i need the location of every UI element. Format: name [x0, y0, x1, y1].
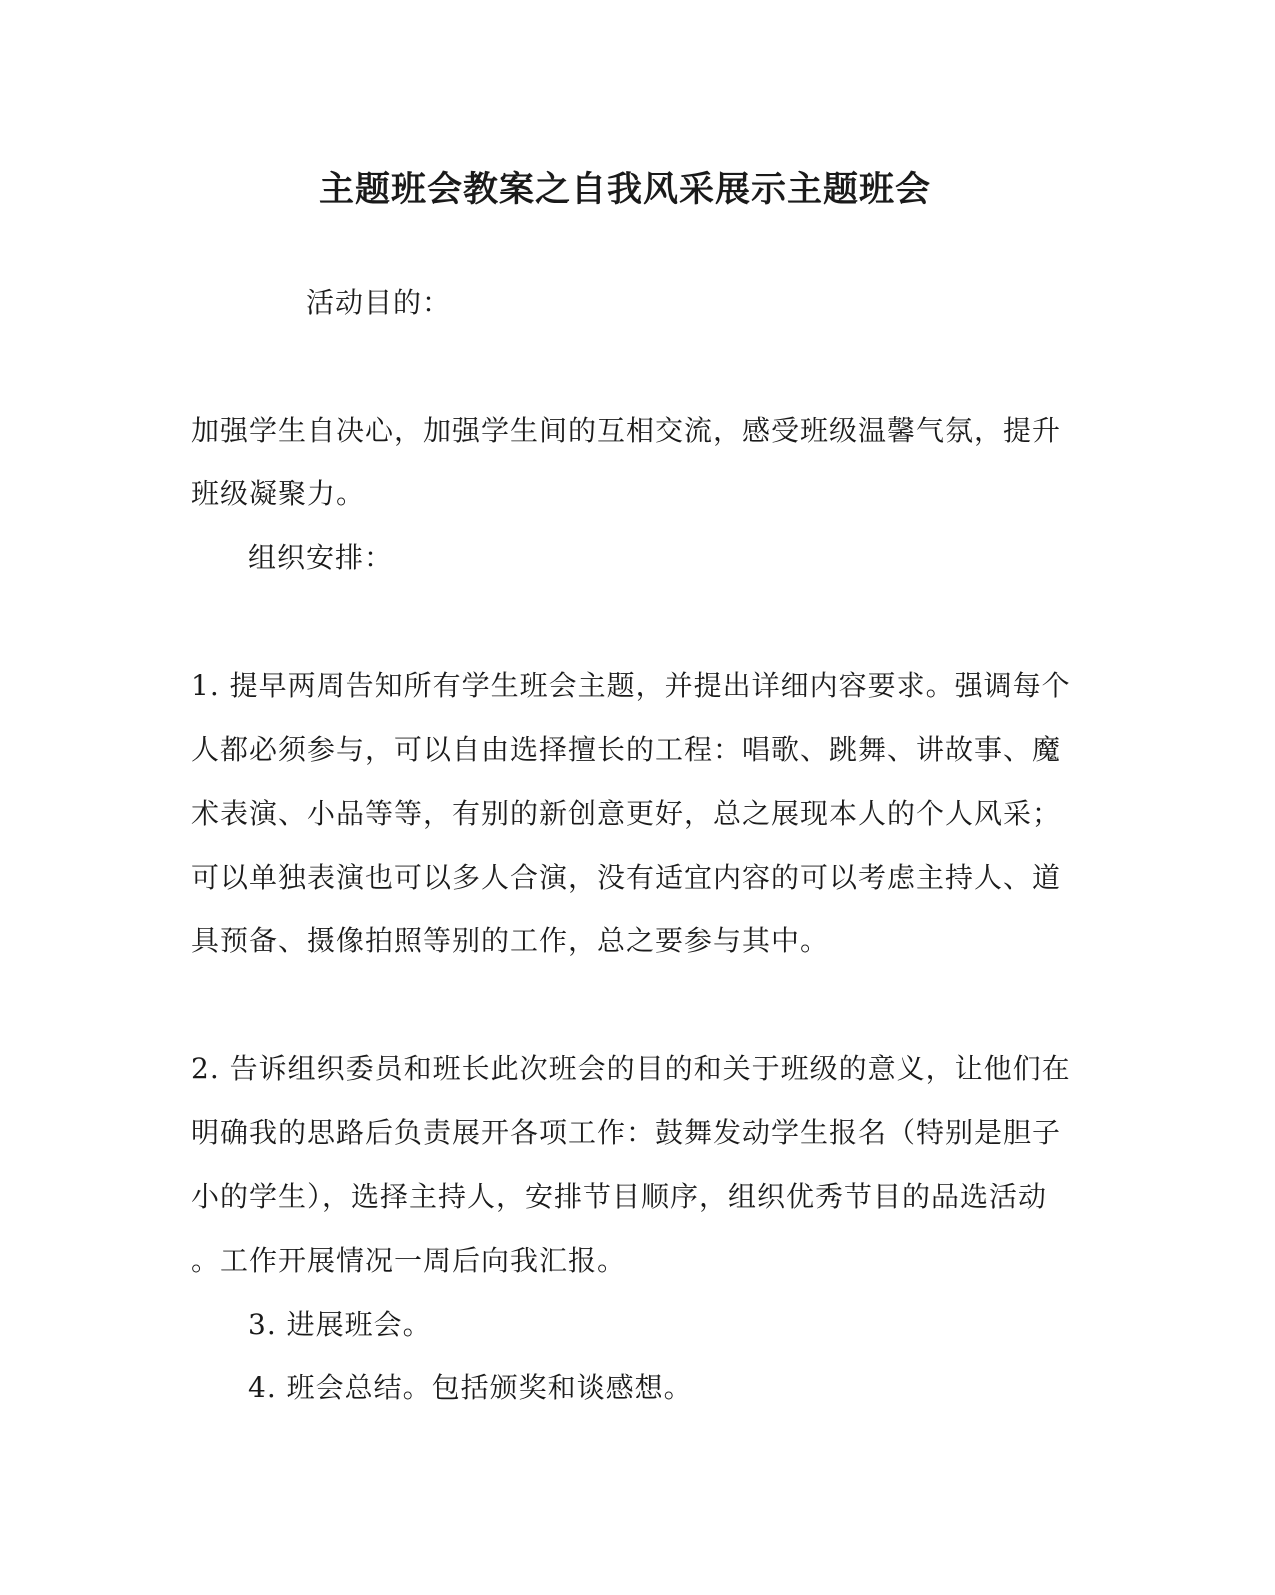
heading-organization: 组织安排： [248, 541, 394, 574]
paragraph-line: 加强学生自决心，加强学生间的互相交流，感受班级温馨气氛，提升 [191, 414, 1062, 447]
paragraph-line: 具预备、摄像拍照等别的工作，总之要参与其中。 [191, 924, 830, 957]
list-item-3: 3. 进展班会。 [248, 1308, 432, 1341]
list-item-4: 4. 班会总结。包括颁奖和谈感想。 [248, 1371, 693, 1404]
paragraph-line: 明确我的思路后负责展开各项工作：鼓舞发动学生报名（特别是胆子 [191, 1116, 1062, 1149]
paragraph-line: 班级凝聚力。 [191, 477, 366, 510]
paragraph-line: 。工作开展情况一周后向我汇报。 [191, 1244, 627, 1277]
heading-activity-purpose: 活动目的： [306, 286, 452, 319]
paragraph-line: 2. 告诉组织委员和班长此次班会的目的和关于班级的意义，让他们在 [191, 1052, 1071, 1085]
paragraph-line: 人都必须参与，可以自由选择擅长的工程：唱歌、跳舞、讲故事、魔 [191, 733, 1062, 766]
document-title: 主题班会教案之自我风采展示主题班会 [318, 169, 931, 210]
paragraph-line: 可以单独表演也可以多人合演，没有适宜内容的可以考虑主持人、道 [191, 861, 1062, 894]
paragraph-line: 术表演、小品等等，有别的新创意更好，总之展现本人的个人风采； [191, 797, 1062, 830]
paragraph-line: 1. 提早两周告知所有学生班会主题，并提出详细内容要求。强调每个 [191, 669, 1071, 702]
paragraph-line: 小的学生），选择主持人，安排节目顺序，组织优秀节目的品选活动 [191, 1180, 1048, 1213]
